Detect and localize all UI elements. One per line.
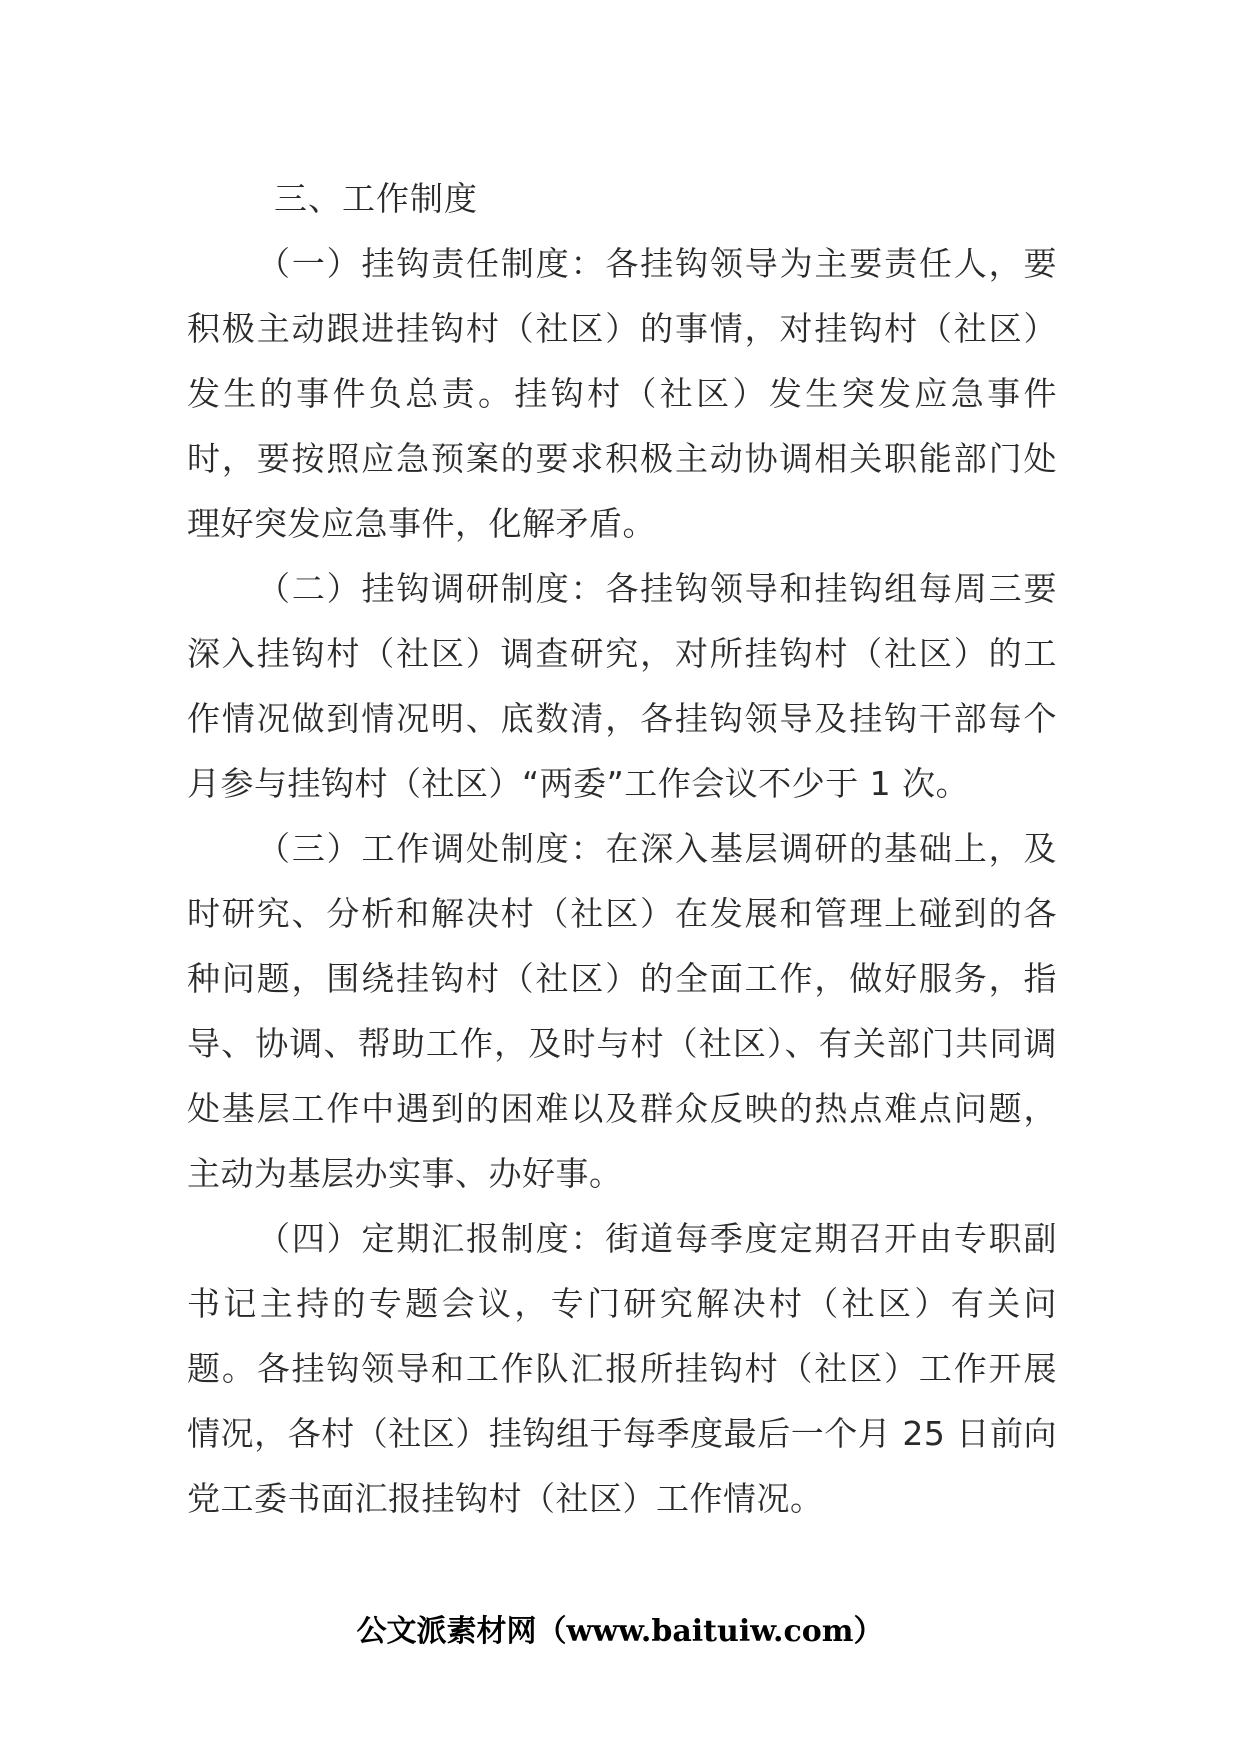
paragraph-hook-research: （二）挂钩调研制度：各挂钩领导和挂钩组每周三要深入挂钩村（社区）调查研究，对所挂钩村（社区）的工作情况做到情况明、底数清，各挂钩领导及挂钩干部每个月参与挂钩村（社区）“两委”工作会议不少于 1 次。 <box>187 569 1057 803</box>
paragraph-hook-responsibility: （一）挂钩责任制度：各挂钩领导为主要责任人，要积极主动跟进挂钩村（社区）的事情，对挂钩村（社区）发生的事件负总责。挂钩村（社区）发生突发应急事件时，要按照应急预案的要求积极主动协调相关职能部门处理好突发应急事件，化解矛盾。 <box>187 244 1057 543</box>
paragraph-work-mediation: （三）工作调处制度：在深入基层调研的基础上，及时研究、分析和解决村（社区）在发展和管理上碰到的各种问题，围绕挂钩村（社区）的全面工作，做好服务，指导、协调、帮助工作，及时与村（社区）、有关部门共同调处基层工作中遇到的困难以及群众反映的热点难点问题，主动为基层办实事、办好事。 <box>187 829 1057 1193</box>
document-body <box>187 166 1057 1531</box>
section-heading: 三、工作制度 <box>274 179 478 218</box>
footer-watermark: 公文派素材网（www.baituiw.com） <box>356 1614 884 1649</box>
paragraph-regular-reporting: （四）定期汇报制度：街道每季度定期召开由专职副书记主持的专题会议，专门研究解决村（社区）有关问题。各挂钩领导和工作队汇报所挂钩村（社区）工作开展情况，各村（社区）挂钩组于每季度最后一个月 25 日前向党工委书面汇报挂钩村（社区）工作情况。 <box>187 1219 1057 1518</box>
